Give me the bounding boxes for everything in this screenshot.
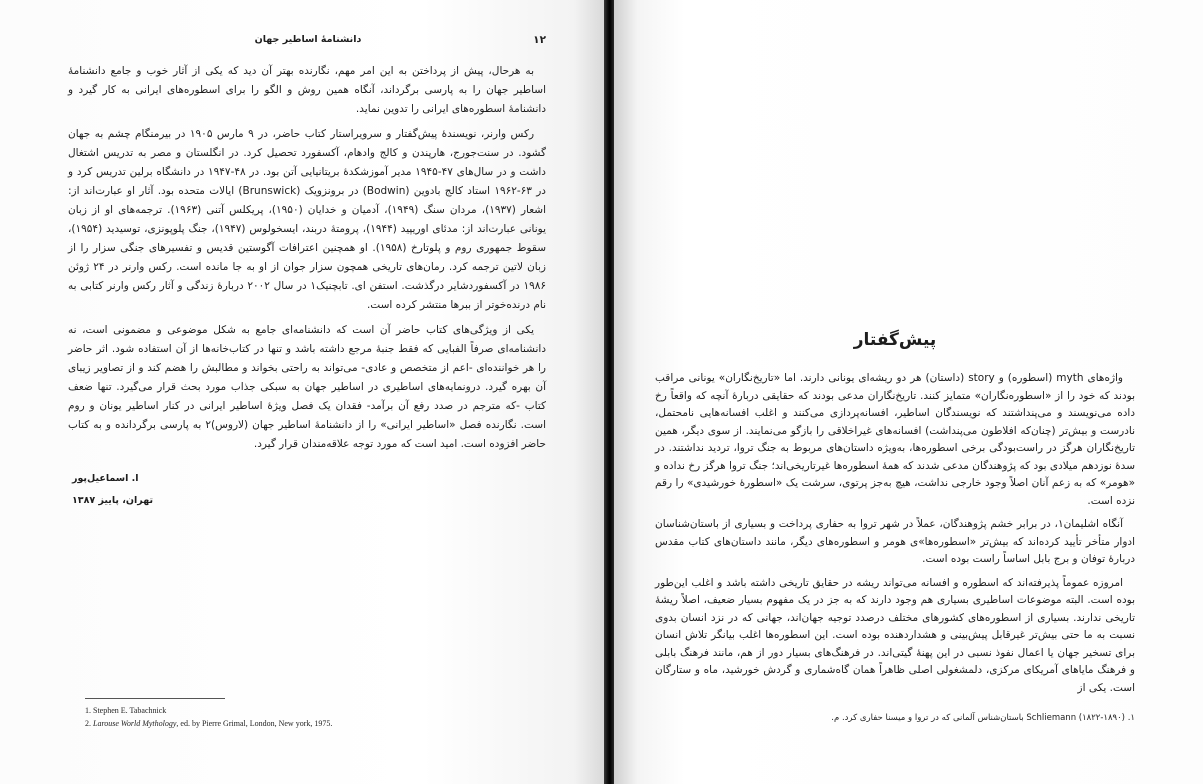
footnote-rule [85, 698, 225, 699]
page-number: ۱۲ [533, 34, 546, 46]
footnote-number: 1. [85, 706, 93, 715]
paragraph: واژه‌های myth (اسطوره) و story (داستان) هر دو ریشه‌ای یونانی دارند. اما «تاریخ‌نگاران» یونانی مراقب بودند که خود را از «اسطوره‌نگاران» متمایز کنند. تاریخ‌نگاران مدعی بودند که حقایقی دربارهٔ آنچه که واقعاً رخ داده می‌نویسند و می‌پنداشتند که نویسندگان اساطیر، افسانه‌پردازی می‌کنند و اغلب افسانه‌هایی نامحتمل، نادرست و بیش‌تر (چنان‌که افلاطون می‌پنداشت) افسانه‌های غیراخلاقی را بازگو می‌نمایند. از سوی دیگر، همین تاریخ‌نگاران هرگز در راست‌بودگی برخی اسطوره‌ها، به‌ویژه داستان‌های مربوط به جنگ تروا، تردید نداشتند. در سدهٔ نوزدهم میلادی بود که پژوهندگان مدعی شدند که همهٔ اسطوره‌ها غیرتاریخی‌اند؛ جنگ تروا هرگز رخ نداده و «هومر» که به زعم آنان اصلاً وجود خارجی نداشت، هیچ به‌جز پرتوی، سرشت یک «اسطورهٔ خورشیدی» را رقم نزده است. [655, 372, 1135, 507]
signature-author: ا. اسماعیل‌پور [72, 473, 139, 484]
paragraph: امروزه عموماً پذیرفته‌اند که اسطوره و افسانه می‌تواند ریشه در حقایق تاریخی داشته باشد و اغلب این‌طور بوده است. البته موضوعات اساطیری بسیاری هم وجود دارند که به جز در یک مفهوم بسیار ضعیف، اصلاً ریشهٔ تاریخی ندارند. بسیاری از اسطوره‌های کشورهای مختلف درصدد توجیه جهان‌اند، جهانی که در نزد انسان بدوی نسبت به ما حتی بیش‌تر غیرقابل پیش‌بینی و هشداردهنده بوده است. این اسطوره‌ها اغلب بیانگر تلاش انسان برای تسخیر جهان یا اعمال نفوذ نسبی در این پهنهٔ گیتی‌اند. در فرهنگ‌های بسیار دور از هم، مانند فرهنگ بابلی و فرهنگ مایاهای آمریکای مرکزی، دلمشغولی اصلی ظاهراً همان گاه‌شماری و گردش خورشید، ماه و ستارگان است. یکی از [655, 576, 1135, 694]
paragraph: به هرحال، پیش از پرداختن به این امر مهم، نگارنده بهتر آن دید که یکی از آثار خوب و جامع دانشنامهٔ اساطیر جهان را به پارسی برگرداند، آنگاه همین روش و الگو را برای اسطوره‌های ایرانی به کار گیرد و دانشنامهٔ اسطوره‌های ایرانی را تدوین نماید. [68, 65, 546, 115]
book-gutter [604, 0, 614, 784]
footnote-number: 2. [85, 719, 93, 728]
left-page-body [68, 62, 546, 512]
right-page [614, 0, 1203, 784]
right-page-body [655, 370, 1135, 703]
footnote-1 [85, 704, 545, 717]
footnote-text: , ed. by Pierre Grimal, London, New york, 1975. [176, 719, 333, 728]
footnote-book-title: Larouse World Mythology [93, 719, 177, 728]
running-title: دانشنامهٔ اساطیر جهان [254, 34, 362, 45]
footnote-2 [85, 717, 545, 730]
running-header [70, 34, 546, 50]
footnotes [85, 704, 545, 730]
footnote-text: Stephen E. Tabachnick [93, 706, 167, 715]
footnote: ۱. Schliemann (۱۸۲۲-۱۸۹۰) باستان‌شناس آلمانی که در تروا و میسنا حفاری کرد. م. [831, 713, 1135, 723]
chapter-title: پیش‌گفتار [853, 330, 937, 350]
paragraph: آنگاه اشلیمان۱، در برابر خشم پژوهندگان، عملاً در شهر تروا به حفاری پرداخت و بسیاری از باستان‌شناسان ادوار متأخر تأیید کرده‌اند که بیش‌تر «اسطوره‌ها»ی هومر و اسطوره‌های دیگر، مانند داستان‌های کتاب مقدس دربارهٔ توفان و برج بابل اساساً راست بوده است. [655, 518, 1135, 565]
paragraph: رکس وارنر، نویسندهٔ پیش‌گفتار و سرویراستار کتاب حاضر، در ۹ مارس ۱۹۰۵ در بیرمنگام چشم به جهان گشود. در سنت‌جورج، هارپندن و کالج وادهام، آکسفورد تحصیل کرد. در انگلستان و مصر به تدریس اشتغال داشت و در سال‌های ۴۷-۱۹۴۵ مدیر آموزشکدهٔ بریتانیایی آتن بود. در ۴۸-۱۹۴۷ در دانشگاه برلین تدریس کرد و در ۶۳-۱۹۶۲ استاد کالج بادوین (Bodwin) در برونزویک (Brunswick) ایالات متحده بود. آثار او عبارت‌اند از: اشعار (۱۹۳۷)، مردان سنگ (۱۹۴۹)، آدمیان و خدایان (۱۹۵۰)، پریکلس آتنی (۱۹۶۳). ترجمه‌های او از زبان یونانی عبارت‌اند از: مدئای اوریپید (۱۹۴۴)، پرومتهٔ دربند، ایسخولوس (۱۹۴۷)، جنگ پلوپونزی، توسیدید (۱۹۵۴)، سقوط جمهوری روم و پلوتارخ (۱۹۵۸). او همچنین اعترافات آگوستین قدیس و تفسیرهای جنگی سزار را از زبان لاتین ترجمه کرد. رمان‌های تاریخی همچون سزار جوان از او به جا مانده است. رکس وارنر در ۲۴ ژوئن ۱۹۸۶ در آکسفوردشایر درگذشت. استفن ای. تابچنیک۱ در سال ۲۰۰۲ دربارهٔ زندگی و آثار رکس وارنر کتابی به نام درنده‌خوتر از ببرها منتشر کرده است. [68, 128, 547, 311]
signature [68, 468, 546, 512]
signature-place-date: تهران، پاییز ۱۳۸۷ [72, 495, 154, 506]
paragraph: یکی از ویژگی‌های کتاب حاضر آن است که دانشنامه‌ای جامع به شکل موضوعی و مضمونی است، نه دانشنامه‌ای صرفاً الفبایی که فقط جنبهٔ مرجع داشته باشد و تنها در کتاب‌خانه‌ها از آن استفاده شود. اثر حاضر را هر خواننده‌ای -اعم از متخصص و عادی- می‌تواند به راحتی بخواند و مطالبش را هضم کند و از تصاویر زیبای آن بهره گیرد. درونمایه‌های اساطیری در اساطیر جهان به سبکی جذاب مورد بحث قرار می‌گیرد. تنها ضعف کتاب -که مترجم در صدد رفع آن برآمد- فقدان یک فصل ویژهٔ اساطیر ایرانی در کنار اساطیر یونان و روم است. نگارنده فصل «اساطیر ایرانی» را از دانشنامهٔ اساطیر جهان (لاروس)۲ به پارسی برگردانده و به کتاب حاضر افزوده است. امید است که مورد توجه علاقه‌مندان قرار گیرد. [68, 324, 547, 450]
